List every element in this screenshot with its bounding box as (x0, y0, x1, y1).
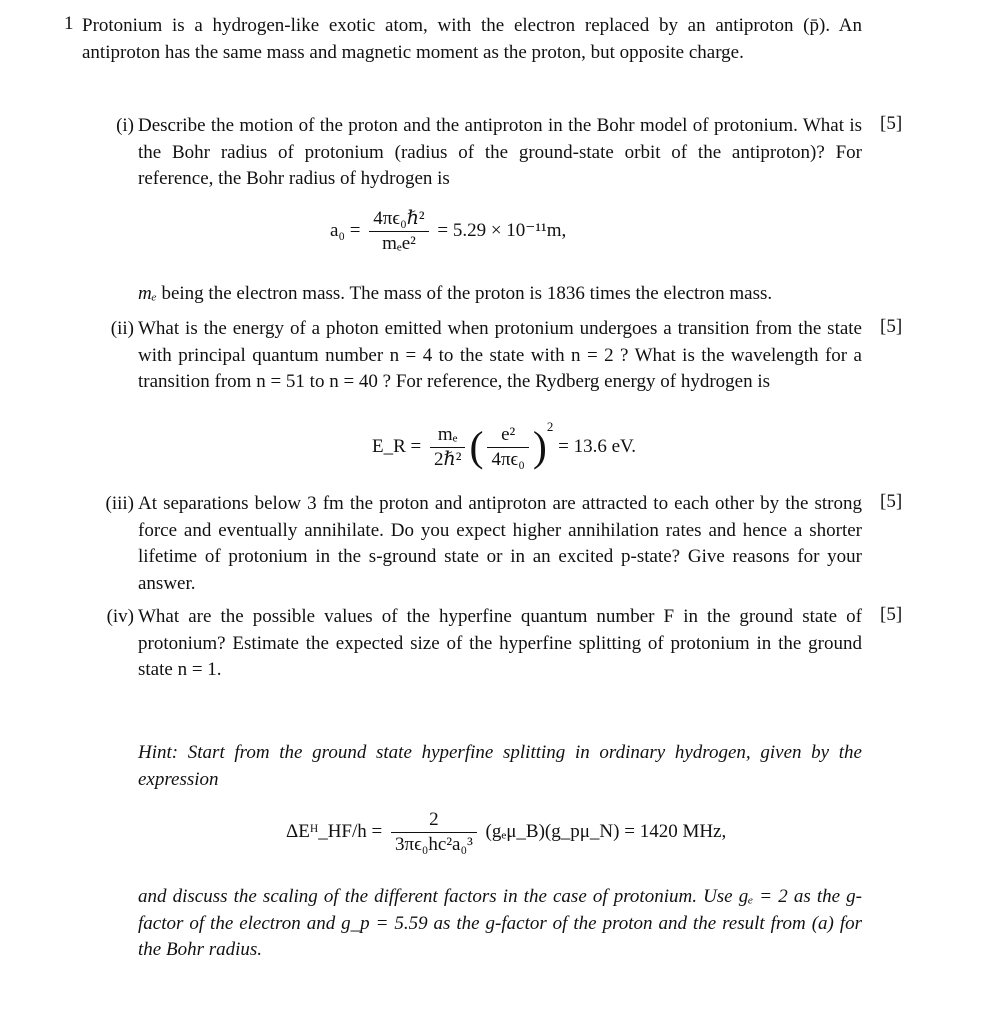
marks-badge: [5] (880, 113, 903, 134)
fraction-denominator: mₑe² (382, 233, 416, 254)
fraction-numerator: e² (487, 423, 528, 448)
fraction-numerator: 2 (391, 808, 477, 833)
electron-mass-symbol: mₑ (138, 283, 157, 304)
part-label: (iv) (106, 606, 134, 627)
part-label: (ii) (110, 318, 134, 339)
part-ii (94, 316, 862, 396)
equation-lhs: a₀ = (330, 219, 361, 241)
equation-fraction (487, 423, 528, 472)
equation-lhs: E_R = (372, 435, 422, 457)
hint-outro: and discuss the scaling of the different factors in the case of protonium. Use gₑ = 2 as the g-factor of the electron and g_p = 5.59 as the g-factor of the proton and the result from (a) for the Bohr radius. (138, 886, 862, 960)
part-iv (94, 604, 862, 684)
equation-fraction (430, 423, 465, 472)
hyperfine-equation (286, 808, 726, 857)
part-i-continuation (138, 281, 862, 308)
rydberg-equation (372, 418, 637, 472)
marks-badge: [5] (880, 316, 903, 337)
fraction-denominator: 2ℏ² (434, 449, 462, 470)
marks-badge: [5] (880, 604, 903, 625)
part-iii (94, 491, 862, 597)
question-number: 1 (64, 13, 74, 34)
question-intro: Protonium is a hydrogen-like exotic atom, with the electron replaced by an antiproton (p̄). An antiproton has the same mass and magnetic moment as the proton, but opposite charge. (82, 15, 862, 63)
right-paren: ) (532, 424, 547, 471)
equation-fraction (391, 808, 477, 857)
marks-badge: [5] (880, 491, 903, 512)
exponent: 2 (546, 418, 554, 434)
part-i (94, 113, 862, 193)
fraction-denominator: 4πϵ₀ (491, 449, 525, 470)
continuation-text: being the electron mass. The mass of the proton is 1836 times the electron mass. (161, 283, 773, 304)
part-text: What are the possible values of the hyperfine quantum number F in the ground state of protonium? Estimate the expected size of the hyperfine splitting of protonium in the ground state n = 1. (138, 606, 862, 680)
part-text: What is the energy of a photon emitted when protonium undergoes a transition from the state with principal quantum number n = 4 to the state with n = 2 ? What is the wavelength for a transition from n = 51 to n = 40 ? For reference, the Rydberg energy of hydrogen is (138, 318, 862, 392)
fraction-numerator: 4πϵ₀ℏ² (369, 207, 428, 232)
part-text: Describe the motion of the proton and the antiproton in the Bohr model of protonium. What is the Bohr radius of protonium (radius of the ground-state orbit of the antiproton)? For reference, the Bohr radius of hydrogen is (138, 115, 862, 189)
bohr-radius-equation (330, 207, 566, 256)
equation-lhs: ΔEᴴ_HF/h = (286, 820, 383, 842)
equation-fraction (369, 207, 428, 256)
left-paren: ( (469, 424, 484, 471)
equation-rhs: (gₑμ_B)(g_pμ_N) = 1420 MHz, (485, 820, 727, 842)
equation-rhs: = 5.29 × 10⁻¹¹m, (437, 219, 567, 241)
fraction-numerator: mₑ (430, 423, 465, 448)
part-text: At separations below 3 fm the proton and antiproton are attracted to each other by the strong force and eventually annihilate. Do you expect higher annihilation rates and hence a shorter lifetime of protonium in the s-ground state or in an excited p-state? Give reasons for your answer. (138, 493, 862, 594)
part-label: (iii) (105, 493, 134, 514)
part-label: (i) (116, 115, 134, 136)
hint-intro: Hint: Start from the ground state hyperfine splitting in ordinary hydrogen, given by the expression (138, 742, 862, 790)
equation-rhs: = 13.6 eV. (558, 435, 637, 457)
fraction-denominator: 3πϵ₀hc²a₀³ (394, 834, 473, 855)
